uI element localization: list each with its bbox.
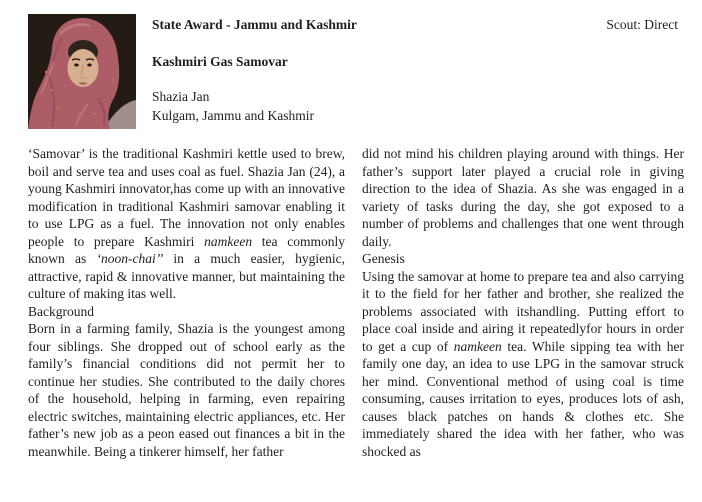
genesis-run: tea. While sipping tea with her family one day, an idea to use LPG in the samovar struck her mind. Conventional method of using coal is time consuming, causes irritation to eyes, produces lots of ash, causes black patches on hands & clothes etc. She immediately shared the idea with her father, who was shocked as [362,338,684,459]
embroidery-dot [93,113,95,115]
background-heading: Background [28,303,94,319]
intro-run: ‘Samovar’ is the traditional Kashmiri kettle used to brew, boil and serve tea and uses coal as fuel. Shazia Jan (24), a young Kashmiri innovator,has come up with an innovative modification in traditional Kashmiri samovar enabling it to use LPG as a fuel. The innovation not only enables people to prepare Kashmiri [28,146,345,249]
scout-label: Scout: Direct [606,17,678,32]
intro-run-italic: ‘noon-chai’’ [96,251,164,266]
left-eye [74,64,79,67]
award-title: State Award - Jammu and Kashmir [152,17,357,32]
left-column [28,145,345,460]
continuation-paragraph: did not mind his children playing around with things. Her father’s support later played a crucial role in giving direction to the idea of Shazia. As she was engaged in a variety of tasks during the day, she got exposed to a number of problems and challenges that one went through daily. [362,146,684,249]
genesis-heading: Genesis [362,251,405,266]
innovation-title: Kashmiri Gas Samovar [152,54,288,69]
innovator-location: Kulgam, Jammu and Kashmir [152,108,314,123]
background-paragraph: Born in a farming family, Shazia is the youngest among four siblings. She dropped out of school early as the family’s financial conditions did not permit her to continue her studies. She contributed to the daily chores of the household, helping in farming, even repairing electric switches, maintaining electric appliances, etc. Her father’s new job as a peon eased out finances a bit in the meanwhile. Being a tinkerer himself, her father [28,321,345,459]
embroidery-dot [111,79,113,81]
genesis-run-italic: namkeen [453,338,502,354]
intro-paragraph [28,145,345,303]
innovator-portrait-photo [28,14,136,129]
right-eye [87,64,92,67]
intro-run: in a much easier, hygienic, attractive, rapid & innovative manner, but maintaining the culture of making itas well. [28,251,346,301]
genesis-run: Using the samovar at home to prepare tea and also carrying it to the field for her father and brother, she realized the problems associated with itshandling. Putting effort to place coal inside and airing it repeatedlyfor hours in order to get a cup of [362,268,684,354]
right-column [362,145,684,460]
header-title-row [152,16,678,34]
embroidery-dot [51,89,53,91]
embroidery-dot [45,71,47,73]
portrait-illustration [28,14,136,129]
header [152,16,678,125]
genesis-paragraph [362,268,684,461]
intro-run-italic: namkeen [204,233,253,249]
innovator-name: Shazia Jan [152,89,210,104]
intro-run: tea commonly known as [28,233,345,266]
embroidery-dot [57,107,59,109]
